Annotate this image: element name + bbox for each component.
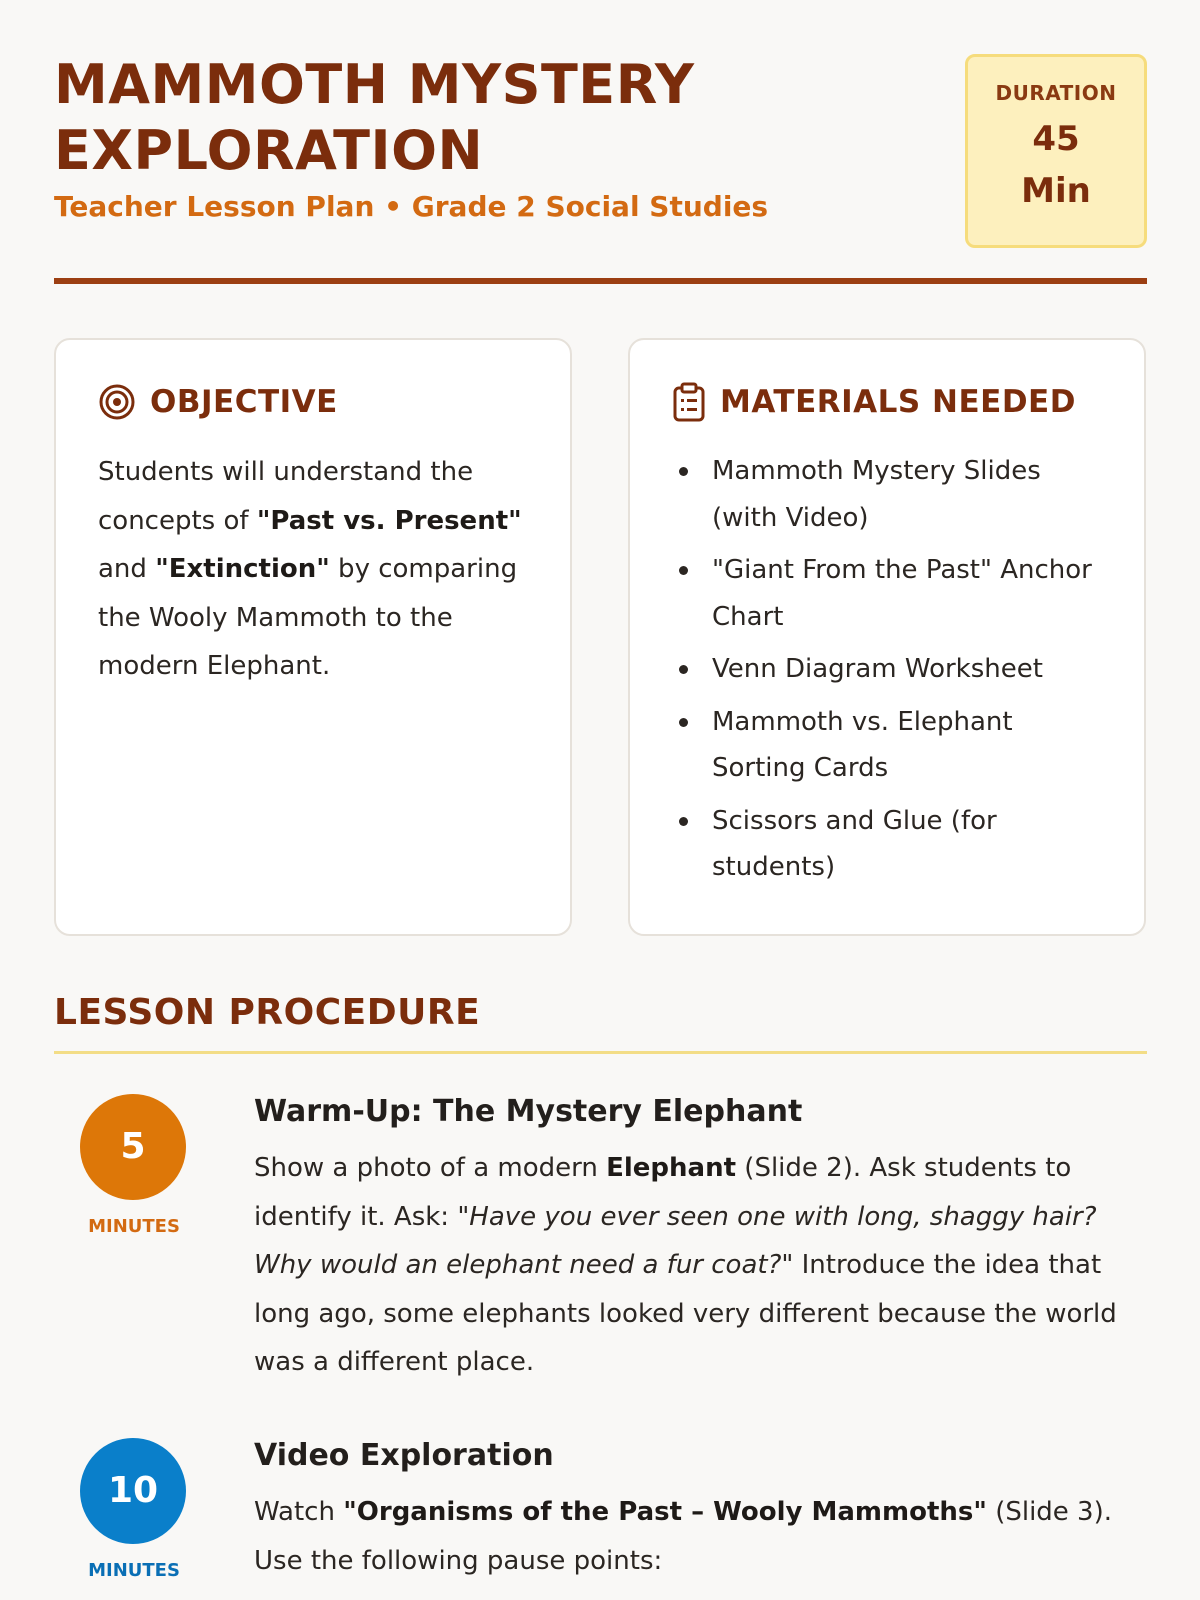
minutes-badge: 5 xyxy=(80,1094,186,1200)
duration-label: DURATION xyxy=(995,81,1117,105)
objective-text-part: Students will understand the concepts of xyxy=(98,457,474,536)
procedure-heading: LESSON PROCEDURE xyxy=(54,992,1147,1054)
step-title: Warm-Up: The Mystery Elephant xyxy=(254,1094,803,1129)
step-text-part: Introduce the idea that long ago, some elephants looked very different because the world was a different place. xyxy=(254,1250,1117,1377)
objective-term-extinction: "Extinction" xyxy=(155,554,330,584)
header xyxy=(54,52,1147,284)
duration-unit: Min xyxy=(1021,171,1091,211)
duration-badge xyxy=(965,54,1147,248)
objective-term-past-present: "Past vs. Present" xyxy=(256,505,522,536)
step-text-part: Watch xyxy=(254,1497,344,1527)
materials-card xyxy=(628,338,1146,936)
list-item: Mammoth vs. Elephant Sorting Cards xyxy=(672,699,1112,792)
step-text-part: Show a photo of a modern xyxy=(254,1153,607,1183)
objective-heading: OBJECTIVE xyxy=(150,384,338,420)
list-item: Scissors and Glue (for students) xyxy=(672,798,1112,891)
objective-card xyxy=(54,338,572,936)
materials-list xyxy=(672,448,1112,897)
step-description xyxy=(254,1144,1134,1387)
materials-header xyxy=(672,382,1076,422)
objective-text-part: by comparing the Wooly Mammoth to the modern Elephant. xyxy=(98,554,518,681)
step-question: "Have you ever seen one with long, shaggy hair? Why would an elephant need a fur coat?" xyxy=(254,1201,1097,1280)
minutes-label: MINUTES xyxy=(88,1216,180,1237)
step-term-elephant: Elephant xyxy=(606,1153,737,1183)
duration-number: 45 xyxy=(1032,119,1080,159)
clipboard-icon xyxy=(672,382,706,422)
minutes-label: MINUTES xyxy=(88,1560,180,1581)
step-title: Video Exploration xyxy=(254,1438,554,1473)
list-item: Venn Diagram Worksheet xyxy=(672,646,1112,693)
page-title: MAMMOTH MYSTERY EXPLORATION xyxy=(54,53,695,182)
step-video-title: "Organisms of the Past – Wooly Mammoths" xyxy=(343,1497,987,1527)
objective-header xyxy=(98,382,338,422)
step-description xyxy=(254,1488,1134,1585)
materials-heading: MATERIALS NEEDED xyxy=(720,384,1076,420)
lesson-plan-page xyxy=(54,0,1147,1600)
step-text-part: (Slide 3). Use the following pause points: xyxy=(254,1497,1113,1576)
objective-text xyxy=(98,448,538,691)
minutes-badge: 10 xyxy=(80,1438,186,1544)
list-item: Mammoth Mystery Slides (with Video) xyxy=(672,448,1112,541)
page-subtitle: Teacher Lesson Plan • Grade 2 Social Studies xyxy=(54,190,769,223)
objective-text-part: and xyxy=(98,554,156,584)
duration-value xyxy=(968,113,1144,217)
step-text-part: (Slide 2). Ask students to identify it. Ask: xyxy=(254,1153,1072,1232)
list-item: "Giant From the Past" Anchor Chart xyxy=(672,547,1112,640)
target-icon xyxy=(98,383,136,421)
